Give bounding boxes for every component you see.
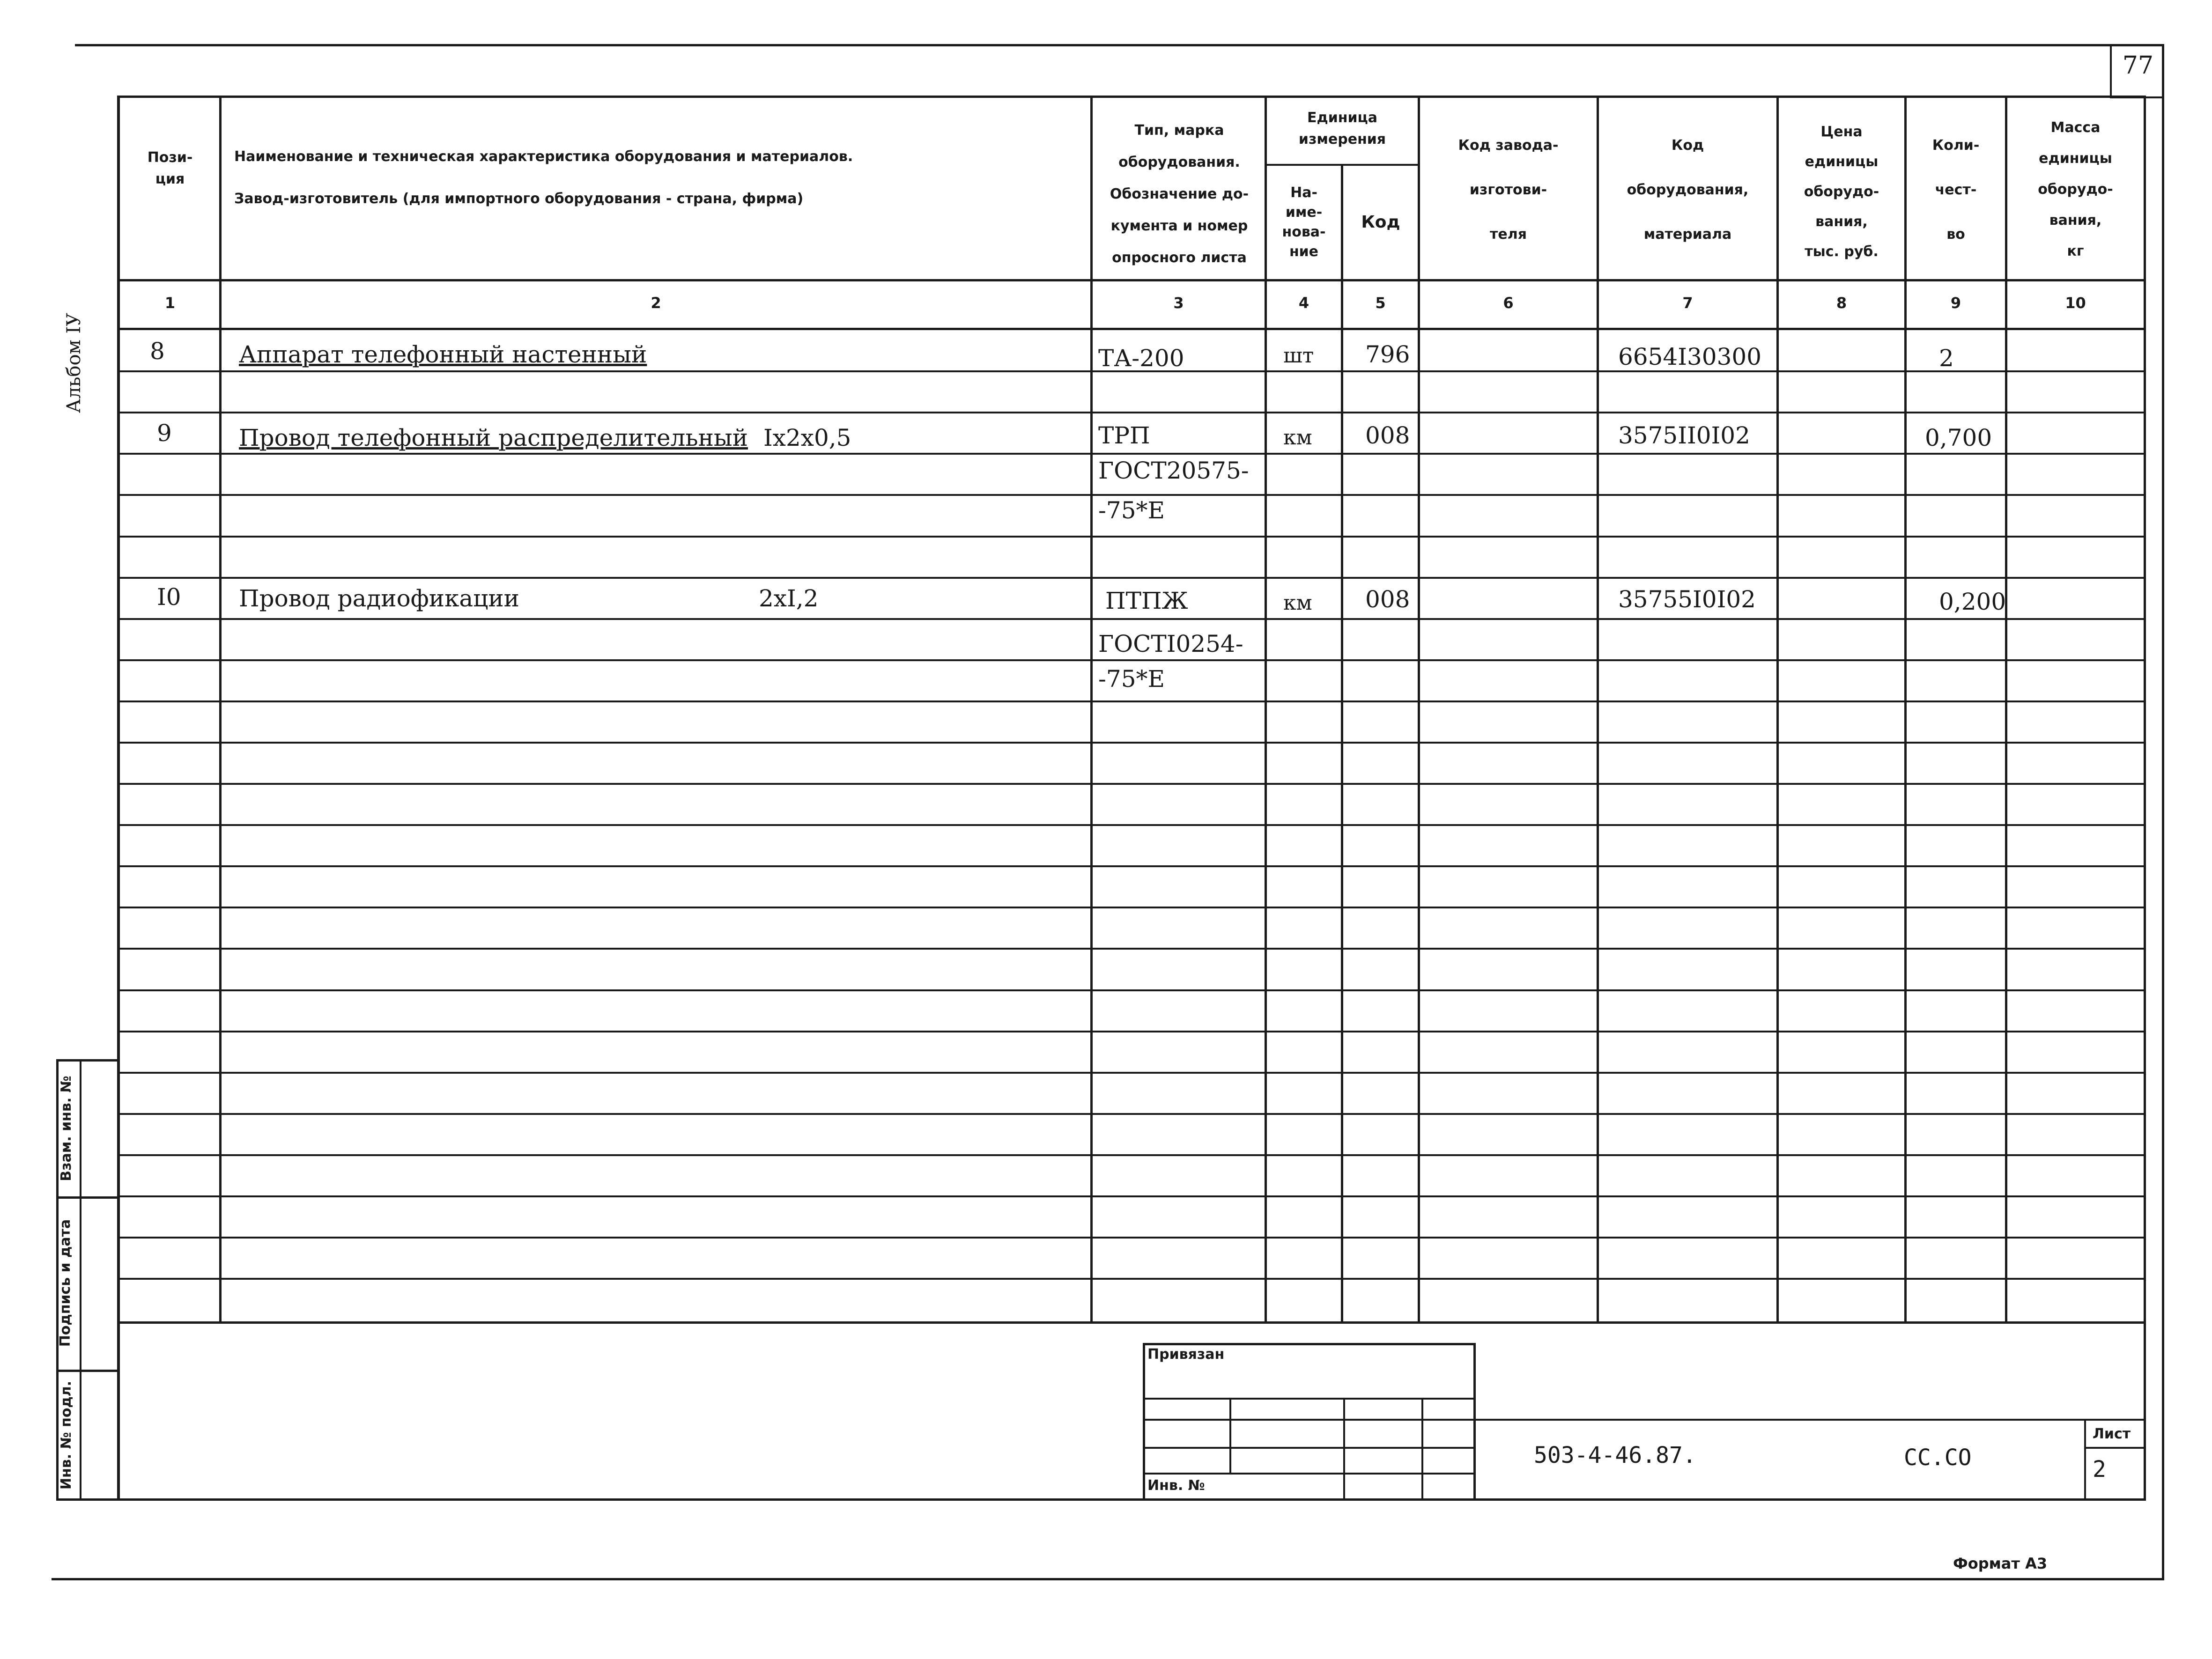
row-9-type-1: ТРП bbox=[1098, 422, 1150, 449]
album-label: Альбом IУ bbox=[63, 312, 85, 413]
bound-box-top bbox=[1143, 1343, 1475, 1345]
header-unit-group: Единица измерения bbox=[1298, 110, 1386, 147]
col-line-7 bbox=[1776, 96, 1779, 1322]
bound-box-h4 bbox=[1143, 1473, 1475, 1475]
row-line-21 bbox=[117, 1195, 2145, 1197]
row-line-22 bbox=[117, 1237, 2145, 1239]
colnum-bottom bbox=[117, 328, 2145, 330]
row-8-name: Аппарат телефонный настенный bbox=[239, 341, 647, 368]
row-10-unit: км bbox=[1283, 591, 1312, 615]
bound-label: Привязан bbox=[1147, 1346, 1225, 1363]
table-bottom bbox=[117, 1321, 2146, 1324]
row-line-14 bbox=[117, 907, 2145, 908]
header-factory-code: Код завода- изготови- теля bbox=[1458, 137, 1559, 243]
row-line-16 bbox=[117, 989, 2145, 991]
side-label-podpis: Подпись и дата bbox=[57, 1219, 74, 1347]
row-line-17 bbox=[117, 1031, 2145, 1032]
row-10-type-1: ПТПЖ bbox=[1105, 587, 1188, 614]
sheet-box-left bbox=[2084, 1419, 2086, 1500]
stamp-right bbox=[2144, 1321, 2146, 1501]
row-10-spec: 2хI,2 bbox=[759, 585, 819, 612]
header-type: Тип, марка оборудования. Обозначение до- кумента и номер опросного листа bbox=[1110, 122, 1249, 266]
sheet-label: Лист bbox=[2093, 1426, 2131, 1442]
row-9-unit: км bbox=[1283, 426, 1312, 450]
row-8-type: ТА-200 bbox=[1098, 345, 1184, 372]
row-line-9 bbox=[117, 700, 2145, 702]
inv-label: Инв. № bbox=[1147, 1477, 1205, 1494]
bound-box-h3 bbox=[1143, 1447, 1475, 1449]
table-top bbox=[117, 96, 2145, 98]
row-8-equip-code: 6654I30300 bbox=[1618, 343, 1762, 370]
row-8-position: 8 bbox=[150, 338, 165, 365]
sheet-number: 2 bbox=[2093, 1456, 2106, 1482]
row-9-position: 9 bbox=[157, 420, 172, 447]
row-10-quantity: 0,200 bbox=[1939, 588, 2006, 615]
row-8-unit: шт bbox=[1283, 344, 1314, 368]
header-mass: Масса единицы оборудо- вания, кг bbox=[2038, 119, 2113, 259]
row-10-unit-code: 008 bbox=[1365, 586, 1410, 613]
row-line-20 bbox=[117, 1154, 2145, 1156]
row-line-5 bbox=[117, 536, 2145, 538]
bound-box-h1 bbox=[1143, 1398, 1475, 1400]
row-9-type-2: ГОСТ20575- bbox=[1098, 457, 1249, 484]
row-line-23 bbox=[117, 1278, 2145, 1280]
row-9-equip-code: 3575II0I02 bbox=[1618, 422, 1750, 449]
header-equip-code: Код оборудования, материала bbox=[1627, 137, 1749, 243]
row-10-equip-code: 35755I0I02 bbox=[1618, 586, 1756, 613]
row-line-15 bbox=[117, 948, 2145, 950]
header-price: Цена единицы оборудо- вания, тыс. руб. bbox=[1804, 124, 1879, 260]
header-quantity: Коли- чест- во bbox=[1932, 137, 1980, 243]
row-line-7 bbox=[117, 618, 2145, 620]
row-10-type-3: -75*Е bbox=[1098, 665, 1165, 693]
format-label: Формат А3 bbox=[1953, 1555, 2048, 1572]
col-line-8 bbox=[1904, 96, 1907, 1322]
row-9-quantity: 0,700 bbox=[1925, 424, 1992, 451]
top-border bbox=[75, 44, 2164, 46]
header-position: Пози- ция bbox=[147, 149, 193, 187]
colnum-6: 6 bbox=[1503, 294, 1514, 312]
col-line-2 bbox=[1090, 96, 1093, 1322]
bottom-border bbox=[52, 1578, 2164, 1580]
row-line-3 bbox=[117, 453, 2145, 455]
row-line-6 bbox=[117, 577, 2145, 579]
col-line-3 bbox=[1265, 96, 1267, 1322]
col-line-9 bbox=[2005, 96, 2007, 1322]
row-line-12 bbox=[117, 824, 2145, 826]
colnum-7: 7 bbox=[1682, 294, 1693, 312]
row-line-13 bbox=[117, 865, 2145, 867]
row-line-2 bbox=[117, 412, 2145, 413]
header-bottom bbox=[117, 279, 2145, 281]
sheet-code: СС.СО bbox=[1904, 1445, 1972, 1471]
bound-box-v1 bbox=[1229, 1398, 1231, 1473]
colnum-3: 3 bbox=[1173, 294, 1184, 312]
colnum-10: 10 bbox=[2065, 294, 2086, 312]
row-10-position: I0 bbox=[157, 583, 181, 611]
side-label-inv-podl: Инв. № подл. bbox=[58, 1380, 74, 1490]
page-number: 77 bbox=[2122, 52, 2154, 80]
colnum-2: 2 bbox=[651, 294, 661, 312]
row-9-name: Провод телефонный распределительный bbox=[239, 424, 748, 451]
row-line-10 bbox=[117, 742, 2145, 744]
colnum-8: 8 bbox=[1836, 294, 1847, 312]
header-unit-code: Код bbox=[1361, 213, 1400, 232]
colnum-9: 9 bbox=[1950, 294, 1961, 312]
row-9-unit-code: 008 bbox=[1365, 422, 1410, 449]
sheet-box-mid bbox=[2084, 1447, 2145, 1449]
col-line-5 bbox=[1418, 96, 1420, 1322]
page-number-box-left bbox=[2110, 44, 2112, 98]
bound-box-right bbox=[1473, 1343, 1476, 1500]
side-col-bottom bbox=[56, 1498, 119, 1501]
doc-code: 503-4-46.87. bbox=[1534, 1442, 1696, 1468]
colnum-4: 4 bbox=[1298, 294, 1309, 312]
col-line-6 bbox=[1597, 96, 1599, 1322]
row-8-quantity: 2 bbox=[1939, 345, 1954, 372]
right-border bbox=[2162, 44, 2164, 1580]
row-9-type-3: -75*Е bbox=[1098, 497, 1165, 524]
colnum-1: 1 bbox=[164, 294, 176, 312]
bound-box-h2 bbox=[1143, 1419, 1475, 1421]
header-name: Наименование и техническая характеристика оборудования и материалов. Завод-изготовитель (для импортного оборудования - страна, фирма) bbox=[234, 148, 853, 207]
colnum-5: 5 bbox=[1375, 294, 1386, 312]
header-unit-name: На- име- нова- ние bbox=[1282, 184, 1326, 260]
row-line-18 bbox=[117, 1072, 2145, 1074]
row-9-spec: Iх2х0,5 bbox=[763, 424, 851, 451]
bound-box-left bbox=[1143, 1343, 1145, 1500]
row-line-11 bbox=[117, 783, 2145, 785]
table-left bbox=[117, 96, 120, 1500]
row-10-type-2: ГОСТI0254- bbox=[1098, 630, 1243, 657]
side-col-mid bbox=[80, 1059, 81, 1501]
col-line-1 bbox=[219, 96, 222, 1322]
bound-box-v2 bbox=[1343, 1398, 1345, 1500]
stamp-bottom bbox=[117, 1498, 2146, 1501]
row-line-8 bbox=[117, 659, 2145, 661]
row-8-unit-code: 796 bbox=[1365, 341, 1410, 368]
row-line-4 bbox=[117, 494, 2145, 496]
bound-box-v3 bbox=[1421, 1398, 1423, 1500]
row-10-name: Провод радиофикации bbox=[239, 585, 519, 612]
stamp-mid-line bbox=[1475, 1419, 2146, 1421]
side-label-vzam: Взам. инв. № bbox=[58, 1076, 74, 1181]
row-line-19 bbox=[117, 1113, 2145, 1115]
